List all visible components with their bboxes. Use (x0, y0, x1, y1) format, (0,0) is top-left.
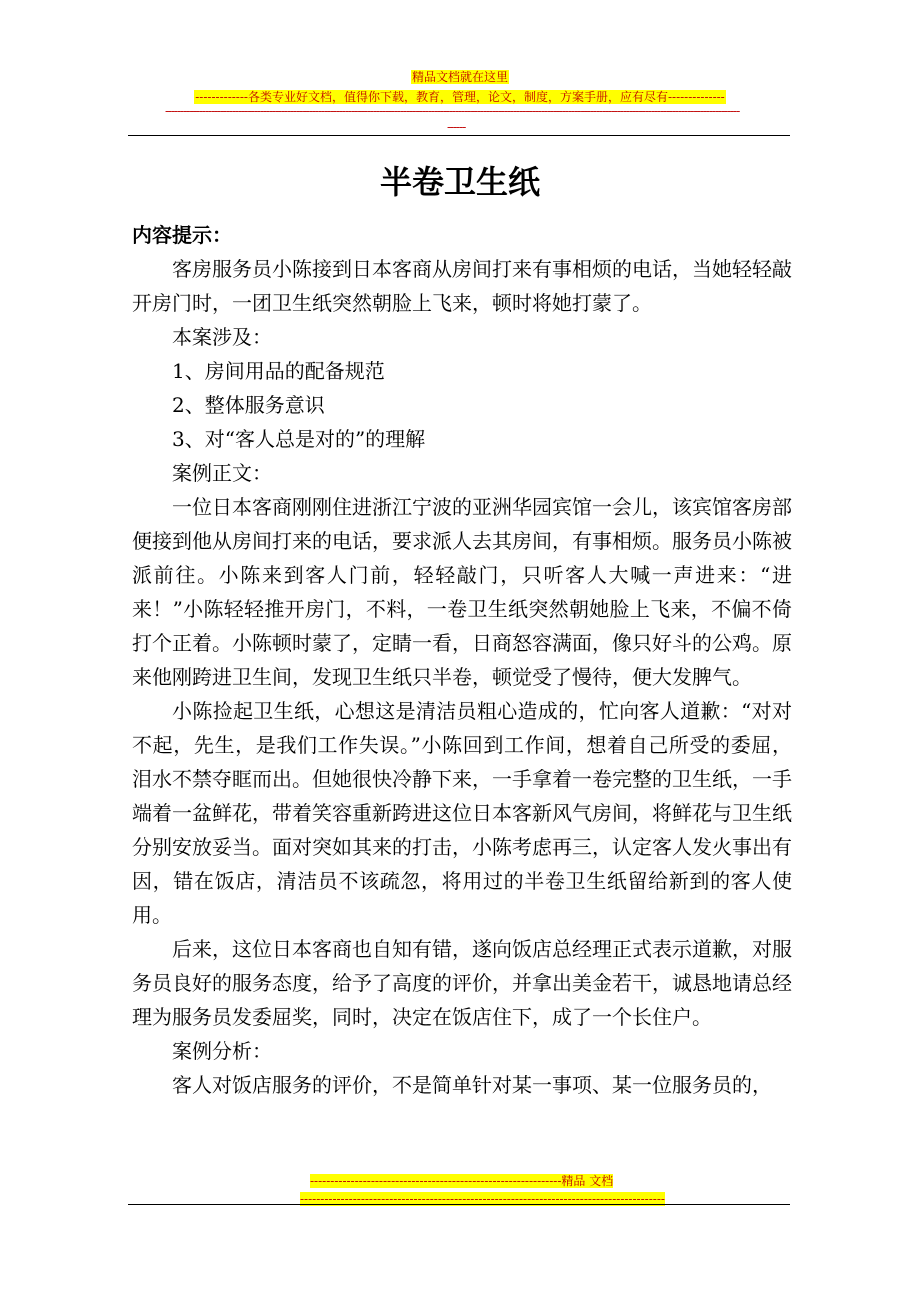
paragraph: 后来，这位日本客商也自知有错，遂向饭店总经理正式表示道歉，对服务员良好的服务态度，给予了高度的评价，并拿出美金若干，诚恳地请总经理为服务员发委屈奖，同时，决定在饭店住下，成了一个长住户。 (132, 937, 792, 1029)
paragraph: 案例分析： (172, 1039, 272, 1063)
document-body (132, 218, 792, 1102)
paragraph: 本案涉及： (172, 325, 272, 349)
paragraph: 2、整体服务意识 (172, 393, 325, 417)
footer-rule (128, 1204, 790, 1205)
paragraph: 3、对“客人总是对的”的理解 (172, 427, 426, 451)
header-rule (128, 135, 790, 136)
content-label: 内容提示： (132, 223, 232, 247)
paragraph: 客房服务员小陈接到日本客商从房间打来有事相烦的电话，当她轻轻敲开房门时，一团卫生纸突然朝脸上飞来，顿时将她打蒙了。 (132, 257, 792, 315)
document-title: 半卷卫生纸 (379, 163, 540, 201)
header-banner-tagline (0, 86, 920, 105)
footer-line-1: --------------------------------------------------------------精品 文档 (310, 1174, 614, 1188)
header-line-2: -------------各类专业好文档，值得你下载，教育，管理，论文，制度，方案手册，应有尽有-------------- (195, 90, 725, 104)
footer-line-2: ------------------------------------------------------------------------------------------ (300, 1192, 665, 1206)
header-dash-tail: ------ (447, 120, 466, 134)
header-line-1: 精品文档就在这里 (411, 70, 508, 84)
header-dash-line: -------------------------------------------------------------------------------------------------------------------------------------------------------------------------------------------- (165, 104, 740, 118)
paragraph: 小陈捡起卫生纸，心想这是清洁员粗心造成的，忙向客人道歉：“对对不起，先生，是我们工作失误。”小陈回到工作间，想着自己所受的委屈，泪水不禁夺眶而出。但她很快冷静下来，一手拿着一卷完整的卫生纸，一手端着一盆鲜花，带着笑容重新跨进这位日本客新风气房间，将鲜花与卫生纸分别安放妥当。面对突如其来的打击，小陈考虑再三，认定客人发火事出有因，错在饭店，清洁员不该疏忽，将用过的半卷卫生纸留给新到的客人使用。 (132, 699, 792, 927)
footer-banner (310, 1170, 613, 1189)
paragraph: 客人对饭店服务的评价，不是简单针对某一事项、某一位服务员的， (172, 1073, 772, 1097)
paragraph: 1、房间用品的配备规范 (172, 359, 385, 383)
paragraph: 案例正文： (172, 461, 272, 485)
paragraph: 一位日本客商刚刚住进浙江宁波的亚洲华园宾馆一会儿，该宾馆客房部便接到他从房间打来的电话，要求派人去其房间，有事相烦。服务员小陈被派前往。小陈来到客人门前，轻轻敲门，只听客人大喊一声进来：“进来！”小陈轻轻推开房门，不料，一卷卫生纸突然朝她脸上飞来，不偏不倚打个正着。小陈顿时蒙了，定睛一看，日商怒容满面，像只好斗的公鸡。原来他刚跨进卫生间，发现卫生纸只半卷，顿觉受了慢待，便大发脾气。 (132, 495, 792, 689)
header-banner-title (0, 66, 920, 85)
